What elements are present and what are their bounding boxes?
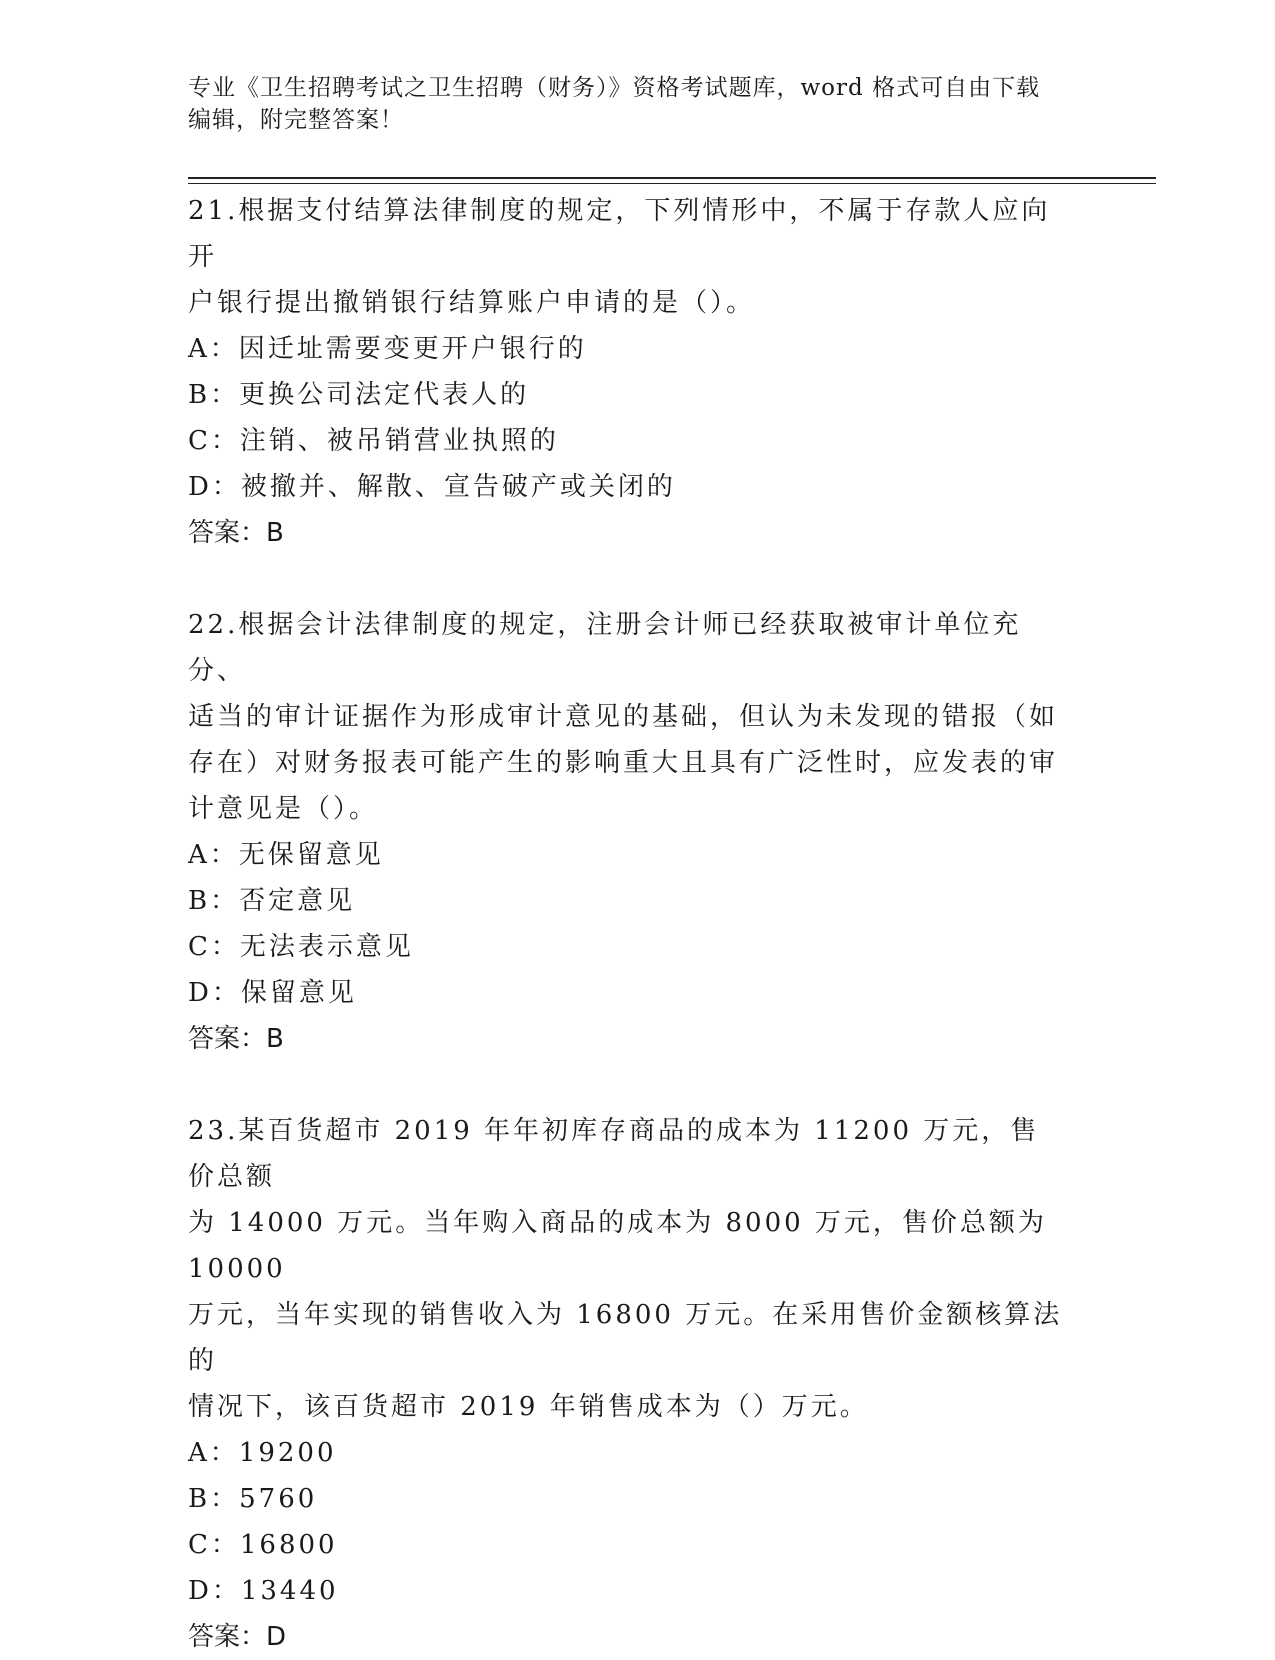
question-21 [188,188,1068,556]
option-b: B：5760 [188,1484,318,1514]
question-list [188,188,1068,1660]
question-22 [188,602,1068,1062]
question-23 [188,1108,1068,1660]
question-stem-line: 21.根据支付结算法律制度的规定，下列情形中，不属于存款人应向开 [188,196,1051,272]
document-header [188,72,1068,136]
option-d: D：被撤并、解散、宣告破产或关闭的 [188,472,676,502]
question-stem-line: 22.根据会计法律制度的规定，注册会计师已经获取被审计单位充分、 [188,610,1022,686]
header-divider-thin [188,183,1156,184]
question-stem-line: 23.某百货超市 2019 年年初库存商品的成本为 11200 万元，售价总额 [188,1116,1040,1192]
spacer [188,1062,1068,1108]
option-b: B：否定意见 [188,886,356,916]
question-stem-line: 计意见是（）。 [188,794,379,824]
option-c: C：16800 [188,1530,338,1560]
question-stem-line: 为 14000 万元。当年购入商品的成本为 8000 万元，售价总额为 10000 [188,1208,1047,1284]
option-a: A：无保留意见 [188,840,384,870]
option-d: D：13440 [188,1576,339,1606]
header-divider-thick [188,177,1156,179]
answer-line: 答案：B [188,1024,284,1054]
question-stem-line: 适当的审计证据作为形成审计意见的基础，但认为未发现的错报（如 [188,702,1059,732]
question-stem-line: 情况下，该百货超市 2019 年销售成本为（）万元。 [188,1392,869,1422]
option-a: A：因迁址需要变更开户银行的 [188,334,587,364]
option-d: D：保留意见 [188,978,357,1008]
option-a: A：19200 [188,1438,337,1468]
answer-line: 答案：B [188,518,284,548]
option-b: B：更换公司法定代表人的 [188,380,530,410]
spacer [188,556,1068,602]
question-stem-line: 户银行提出撤销银行结算账户申请的是（）。 [188,288,756,318]
header-line: 编辑，附完整答案！ [188,107,404,133]
question-stem-line: 万元，当年实现的销售收入为 16800 万元。在采用售价金额核算法的 [188,1300,1063,1376]
header-line: 专业《卫生招聘考试之卫生招聘（财务）》资格考试题库，word 格式可自由下载 [188,75,1041,101]
option-c: C：注销、被吊销营业执照的 [188,426,559,456]
answer-line: 答案：D [188,1622,287,1652]
question-stem-line: 存在）对财务报表可能产生的影响重大且具有广泛性时，应发表的审 [188,748,1059,778]
option-c: C：无法表示意见 [188,932,414,962]
